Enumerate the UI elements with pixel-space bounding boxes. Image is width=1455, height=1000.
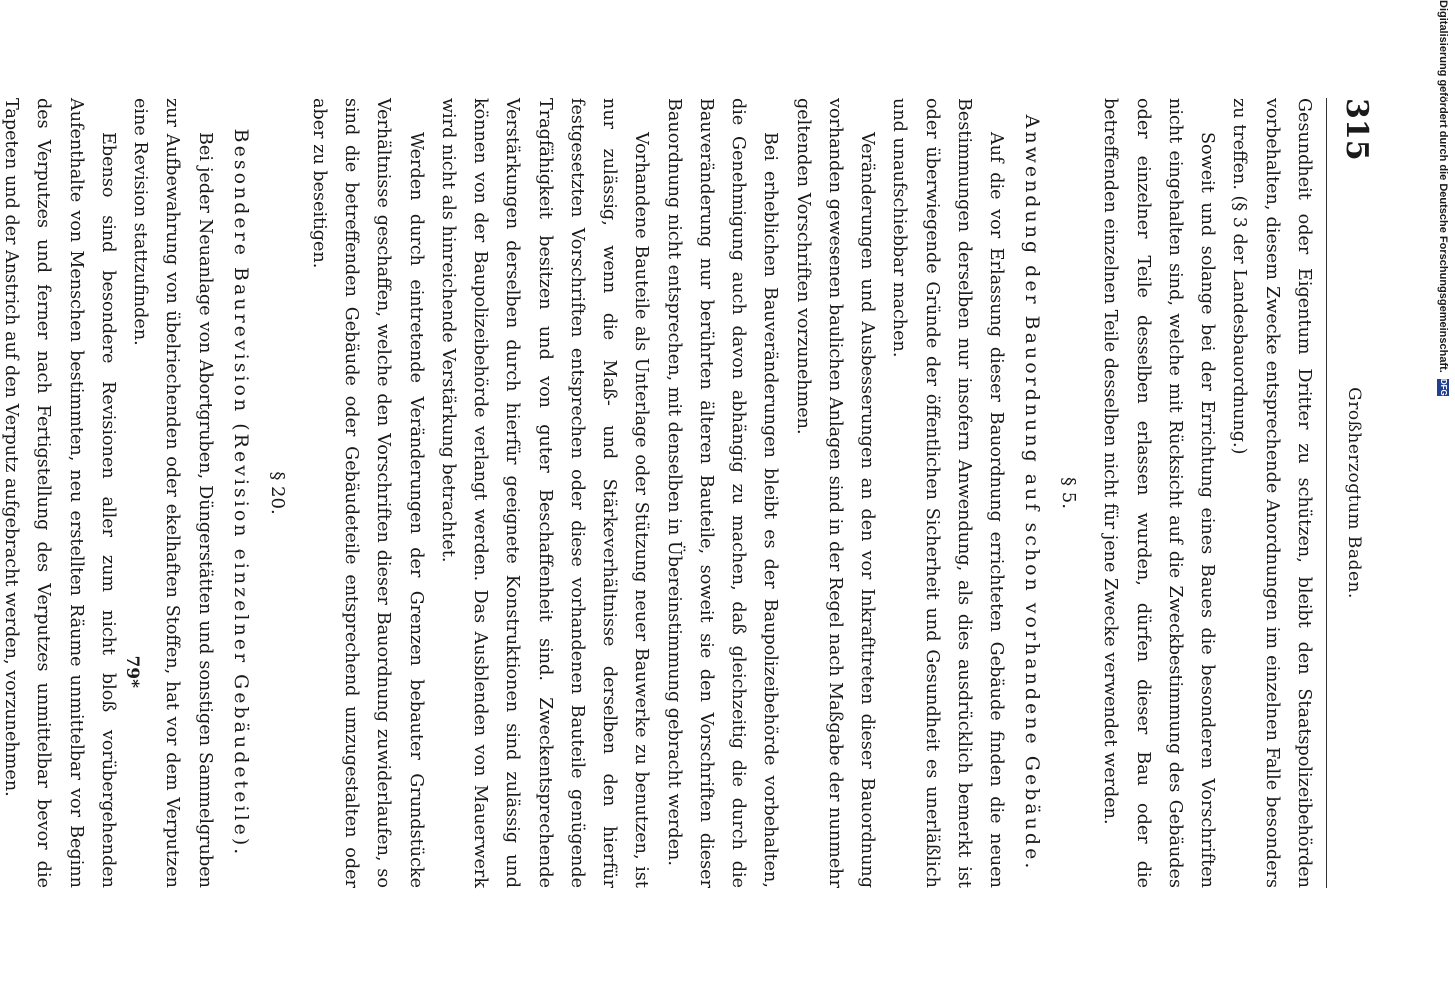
- page-body: [0, 98, 1320, 888]
- header-rule: [1326, 98, 1327, 888]
- paragraph: Auf die vor Erlassung dieser Bauordnung errichteten Gebäude finden die neuen Bestimmungen derselben nur insofern Anwendung, als dies ausdrücklich bemerkt ist oder überwiegende Gründe der öffentlichen Sicherheit und Gesundheit es unerläßlich und unaufschiebbar machen.: [889, 98, 1007, 888]
- paragraph: Vorhandene Bauteile als Unterlage oder Stützung neuer Bauwerke zu benutzen, ist nur zulässig, wenn die Maß- und Stärkeverhältnisse derselben den hierfür festgesetzten Vorschriften entsprechen oder diese vorhandenen Bauteile genügende Tragfähigkeit besitzen und von guter Beschaffenheit sind. Zweckentsprechende Verstärkungen derselben durch hierfür geeignete Konstruktionen sind zulässig und können von der Baupolizeibehörde verlangt werden. Das Ausblenden von Mauerwerk wird nicht als hinreichende Verstärkung betrachtet.: [438, 98, 652, 888]
- paragraph: Ebenso sind besondere Revisionen aller zum nicht bloß vorübergehenden Aufenthalte von Menschen bestimmten, neu erstellten Räume unmittelbar vor Beginn des Verputzes und ferner nach Fertigstellung des Verputzes unmittelbar bevor die Tapeten und der Anstrich auf den Verputz aufgebracht werden, vorzunehmen.: [1, 98, 118, 888]
- section-title: Anwendung der Bauordnung auf schon vorhandene Gebäude.: [1021, 114, 1044, 872]
- paragraph: Bei erheblichen Bauveränderungen bleibt es der Baupolizeibehörde vorbehalten, die Genehmigung auch davon abhängig zu machen, daß gleichzeitig die durch die Bauveränderung nur berührten älteren Bauteile, soweit sie den Vorschriften dieser Bauordnung nicht entsprechen, mit denselben in Übereinstimmung gebracht werden.: [663, 98, 781, 888]
- running-head: Großherzogtum Baden.: [1344, 387, 1364, 599]
- paragraph: Veränderungen und Ausbesserungen an den vor Inkrafttreten dieser Bauordnung vorhanden gewesenen baulichen Anlagen sind in der Regel nach Maßgabe der nunmehr geltenden Vorschriften vorzunehmen.: [792, 98, 878, 888]
- section-number: § 5.: [1058, 477, 1080, 509]
- page-number: 315: [1339, 98, 1374, 161]
- paragraph: Werden durch eintretende Veränderungen der Grenzen bebauter Grundstücke Verhältnisse geschaffen, welche den Vorschriften dieser Bauordnung zuwiderlaufen, so sind die betreffenden Gebäude oder Gebäudeteile entsprechend umzugestalten oder aber zu beseitigen.: [309, 98, 426, 888]
- section-number: § 20.: [266, 471, 288, 515]
- section-title: Besondere Baurevision (Revision einzelner Gebäudeteile).: [229, 128, 252, 858]
- digitization-credit: [1431, 0, 1455, 396]
- paragraph: Gesundheit oder Eigentum Dritter zu schützen, bleibt den Staatspolizeibehörden vorbehalten, diesem Zwecke entsprechende Anordnungen im einzelnen Falle besonders zu treffen. (§ 3 der Landesbauordnung.): [1229, 98, 1314, 888]
- paragraph: Soweit und solange bei der Errichtung eines Baues die besonderen Vorschriften nicht eingehalten sind, welche mit Rücksicht auf die Zweckbestimmung des Gebäudes oder einzelner Teile desselben erlassen wurden, dürfen dieser Bau oder die betreffenden einzelnen Teile desselben nicht für jene Zwecke verwendet werden.: [1100, 98, 1218, 888]
- book-page: [1, 98, 1380, 888]
- paragraph: Bei jeder Neuanlage von Abortgruben, Düngerstätten und sonstigen Sammelgruben zur Aufbewahrung von übelriechenden oder ekelhaften Stoffen, hat vor dem Verputzen eine Revision stattzufinden.: [130, 98, 215, 888]
- signature-mark: 79*: [122, 655, 142, 688]
- page-header: [1320, 98, 1380, 888]
- dfg-logo-icon: DFG: [1439, 378, 1448, 396]
- credit-text: Digitalisierung gefördert durch die Deutsche Forschungsgemeinschaft.: [1437, 0, 1449, 373]
